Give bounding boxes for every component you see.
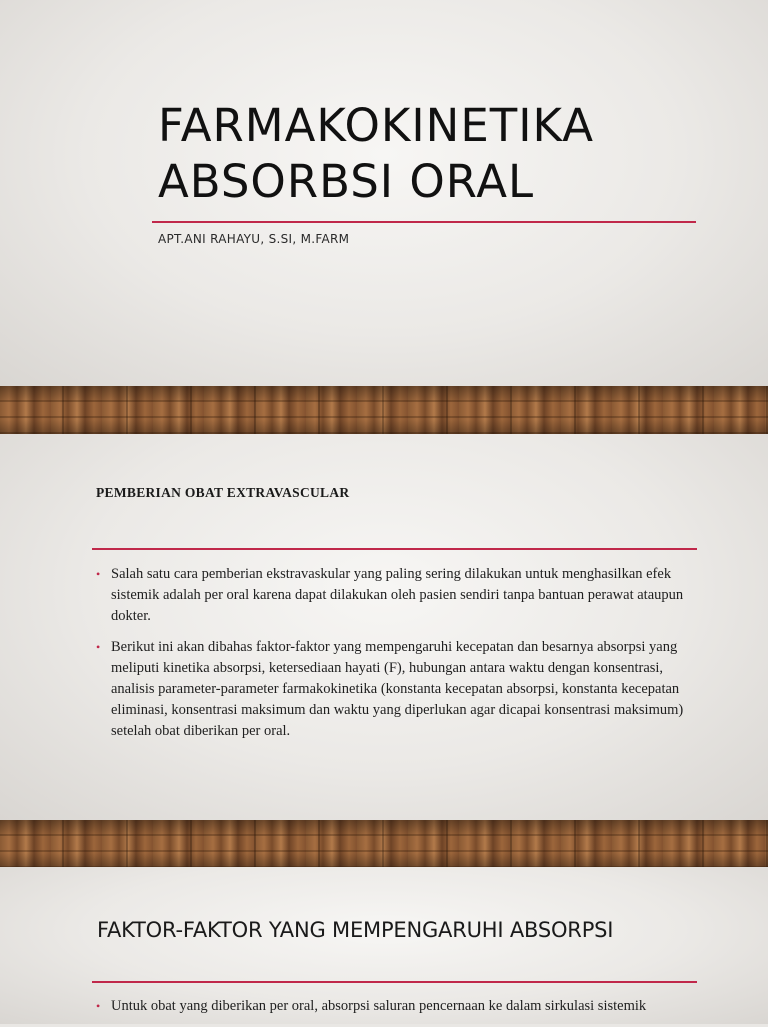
- title-line-1: FARMAKOKINETIKA: [158, 99, 595, 152]
- list-item: [96, 564, 686, 627]
- slide2-heading: PEMBERIAN OBAT EXTRAVASCULAR: [96, 485, 350, 500]
- bullet-text: Salah satu cara pemberian ekstravaskular yang paling sering dilakukan untuk menghasilkan efek sistemik adalah per oral karena dapat dilakukan oleh pasien sendiri tanpa bantuan perawat ataupun dokter.: [111, 566, 684, 624]
- slide-subtitle-author: APT.ANI RAHAYU, S.SI, M.FARM: [158, 232, 350, 246]
- slide3-bullet-list: [96, 996, 686, 1027]
- list-item: [96, 637, 686, 742]
- slide-title-heading: [158, 98, 594, 210]
- title-line-2: ABSORBSI ORAL: [158, 155, 535, 208]
- slide2-bullet-list: [96, 564, 686, 752]
- slide3-divider: [92, 981, 697, 983]
- bullet-icon: •: [96, 640, 101, 654]
- bullet-icon: •: [96, 567, 101, 581]
- wood-floor-divider: [0, 386, 768, 434]
- slide-title: [0, 0, 768, 386]
- bullet-icon: •: [96, 999, 101, 1013]
- bullet-text: Berikut ini akan dibahas faktor-faktor yang mempengaruhi kecepatan dan besarnya absorpsi yang meliputi kinetika absorpsi, ketersediaan hayati (F), hubungan antara waktu dengan konsentrasi, analisis parameter-parameter farmakokinetika (konstanta kecepatan absorpsi, konstanta kecepatan eliminasi, konsentrasi maksimum dan waktu yang diperlukan agar dicapai konsentrasi maksimum) setelah obat diberikan per oral.: [111, 639, 684, 739]
- list-item: [96, 996, 686, 1017]
- slide2-divider: [92, 548, 697, 550]
- bullet-text: Untuk obat yang diberikan per oral, absorpsi saluran pencernaan ke dalam sirkulasi sistemik: [111, 998, 647, 1014]
- wood-floor-divider: [0, 820, 768, 867]
- title-divider: [152, 221, 696, 223]
- slide3-heading: FAKTOR-FAKTOR YANG MEMPENGARUHI ABSORPSI: [97, 918, 614, 942]
